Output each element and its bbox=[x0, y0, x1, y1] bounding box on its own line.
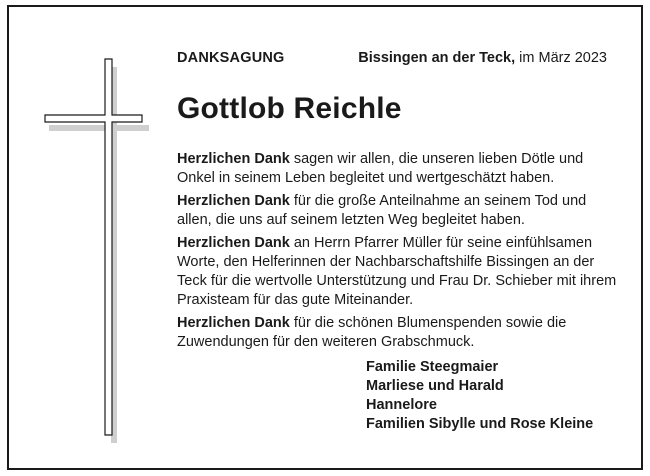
deceased-name: Gottlob Reichle bbox=[177, 92, 402, 125]
thanks-text: für die schönen Blumenspenden sowie die Zuwendungen für den weiteren Grabschmuck. bbox=[177, 315, 567, 350]
thanks-text: sagen wir allen, die unseren lieben Dötle und Onkel in seinem Leben begleitet und wertgeschätzt haben. bbox=[177, 151, 584, 186]
thanks-text: für die große Anteilnahme an seinem Tod und allen, die uns auf seinem letzten Weg begleitet haben. bbox=[177, 193, 587, 228]
thanks-lead: Herzlichen Dank bbox=[177, 315, 290, 331]
thanks-text: an Herrn Pfarrer Müller für seine einfühlsamen Worte, den Helferinnen der Nachbarschaftshilfe Bissingen an der Teck für die wertvolle Unterstützung und Frau Dr. Schieber mit ihrem Praxisteam für das gute Miteinander. bbox=[177, 235, 617, 308]
signature-line: Familie Steegmaier bbox=[366, 359, 499, 375]
cross-icon bbox=[29, 57, 149, 447]
notice-type-label: DANKSAGUNG bbox=[177, 50, 285, 66]
date-text: im März 2023 bbox=[519, 50, 607, 66]
signature-block bbox=[366, 358, 593, 434]
message-body bbox=[177, 150, 617, 356]
signature-line: Hannelore bbox=[366, 397, 437, 413]
thanks-paragraph bbox=[177, 314, 617, 352]
signature-line: Marliese und Harald bbox=[366, 378, 504, 394]
thanks-lead: Herzlichen Dank bbox=[177, 193, 290, 209]
place-date bbox=[358, 50, 607, 66]
thanks-paragraph bbox=[177, 234, 617, 310]
signature-line: Familien Sibylle und Rose Kleine bbox=[366, 416, 594, 432]
thanks-lead: Herzlichen Dank bbox=[177, 151, 290, 167]
thanks-lead: Herzlichen Dank bbox=[177, 235, 290, 251]
thanks-paragraph bbox=[177, 150, 617, 188]
header-line bbox=[177, 50, 607, 72]
place-name: Bissingen an der Teck, bbox=[358, 50, 516, 66]
thanks-paragraph bbox=[177, 192, 617, 230]
